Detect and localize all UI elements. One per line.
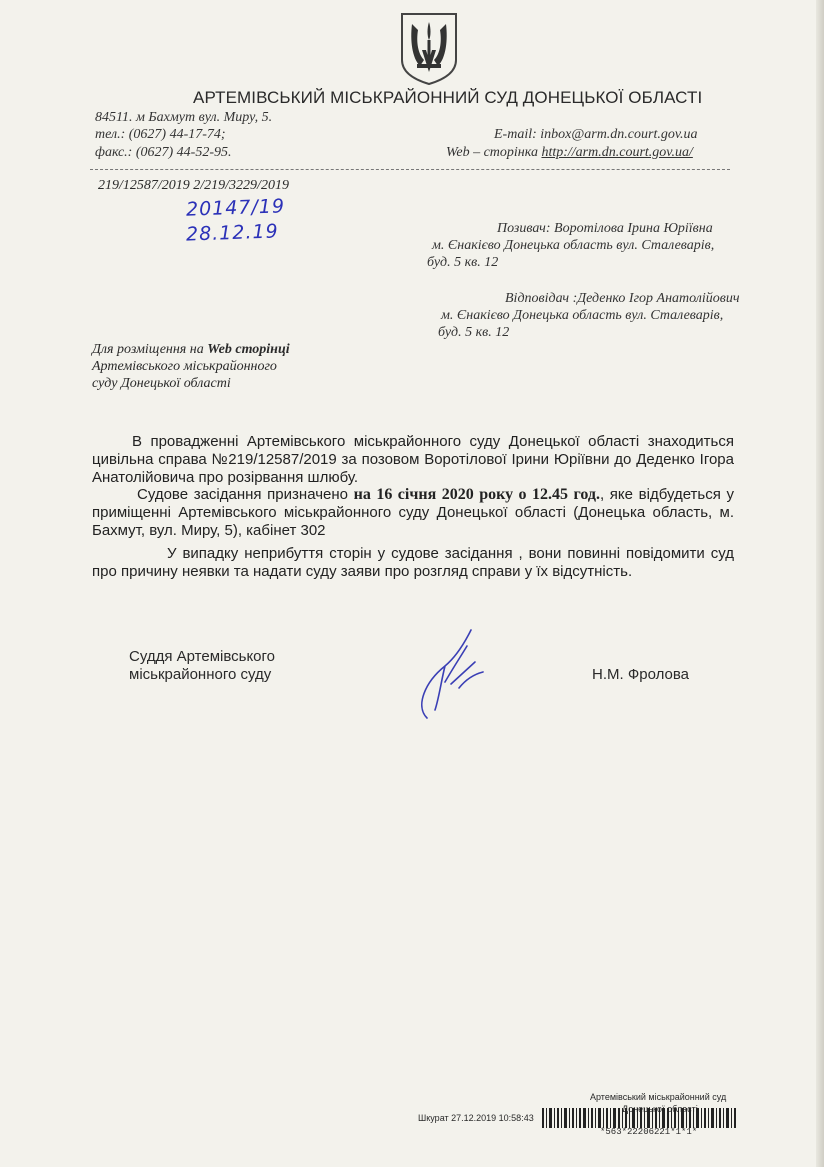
judge-name: Н.М. Фролова xyxy=(592,666,689,683)
case-numbers: 219/12587/2019 2/219/3229/2019 xyxy=(98,178,289,193)
stamp-registrar-time: Шкурат 27.12.2019 10:58:43 xyxy=(418,1113,534,1123)
p2-start: Судове засідання призначено xyxy=(137,486,354,503)
handwritten-registration-number: 20147/19 xyxy=(185,195,286,221)
court-fax: факс.: (0627) 44-52-95. xyxy=(95,145,232,160)
court-address: 84511. м Бахмут вул. Миру, 5. xyxy=(95,110,273,125)
body-paragraph-3 xyxy=(92,545,734,581)
plaintiff-address: м. Єнакієво Донецька область вул. Сталеварів, xyxy=(432,238,715,253)
placement-bold: Web сторінці xyxy=(207,342,290,357)
court-web xyxy=(446,145,693,161)
body-paragraph-1 xyxy=(92,433,734,487)
stamp-court-name: Артемівський міськрайонний суд xyxy=(590,1092,727,1102)
plaintiff-building: буд. 5 кв. 12 xyxy=(427,255,499,270)
web-label: Web – сторінка xyxy=(446,145,542,160)
hearing-date: на 16 січня 2020 року о 12.45 год. xyxy=(353,486,600,503)
page-edge-shadow xyxy=(816,0,824,1167)
p2-end: , яке відбудеться у приміщенні Артемівського міськрайонного суду Донецької області (Донецька область, м. Бахмут, вул. Миру, 5), кабінет 302 xyxy=(92,486,735,539)
coat-of-arms-icon xyxy=(398,10,460,86)
barcode-text: *563*22206221*1*1* xyxy=(600,1127,698,1137)
placement-note-line1 xyxy=(92,342,290,358)
body-paragraph-1-text: В провадженні Артемівського міськрайонного суду Донецької області знаходиться цивільна справа №219/12587/2019 за позовом Воротілової Ірини Юріївни до Деденко Ігора Анатолійовича про розірвання шлюбу. xyxy=(92,433,734,486)
defendant-address: м. Єнакієво Донецька область вул. Сталеварів, xyxy=(441,308,724,323)
web-link[interactable]: http://arm.dn.court.gov.ua/ xyxy=(541,145,693,160)
placement-prefix: Для розміщення на xyxy=(92,342,208,357)
placement-note-line2: Артемівського міськрайонного xyxy=(92,359,277,374)
defendant-building: буд. 5 кв. 12 xyxy=(438,325,510,340)
court-email: E-mail: inbox@arm.dn.court.gov.ua xyxy=(494,127,698,142)
header-divider xyxy=(90,169,730,170)
plaintiff-name: Позивач: Воротілова Ірина Юріївна xyxy=(497,221,713,236)
judge-title-line1: Суддя Артемівського xyxy=(129,648,276,665)
defendant-name: Відповідач :Деденко Ігор Анатолійович xyxy=(505,291,740,306)
handwritten-date: 28.12.19 xyxy=(185,220,279,246)
placement-note-line3: суду Донецької області xyxy=(92,376,231,391)
court-name-title: АРТЕМІВСЬКИЙ МІСЬКРАЙОННИЙ СУД ДОНЕЦЬКОЇ ОБЛАСТІ xyxy=(193,88,703,107)
barcode-icon xyxy=(542,1108,736,1128)
handwritten-signature-icon xyxy=(405,622,495,728)
court-phone: тел.: (0627) 44-17-74; xyxy=(95,127,226,142)
body-paragraph-2-text xyxy=(92,486,734,540)
body-paragraph-2 xyxy=(92,486,734,540)
stamp-court-region: Донецької xyxy=(622,1104,665,1114)
judge-title-line2: міськрайонного суду xyxy=(129,666,272,683)
body-paragraph-3-text: У випадку неприбуття сторін у судове засідання , вони повинні повідомити суд про причину неявки та надати суду заяви про розгляд справи у їх відсутність. xyxy=(92,545,734,580)
